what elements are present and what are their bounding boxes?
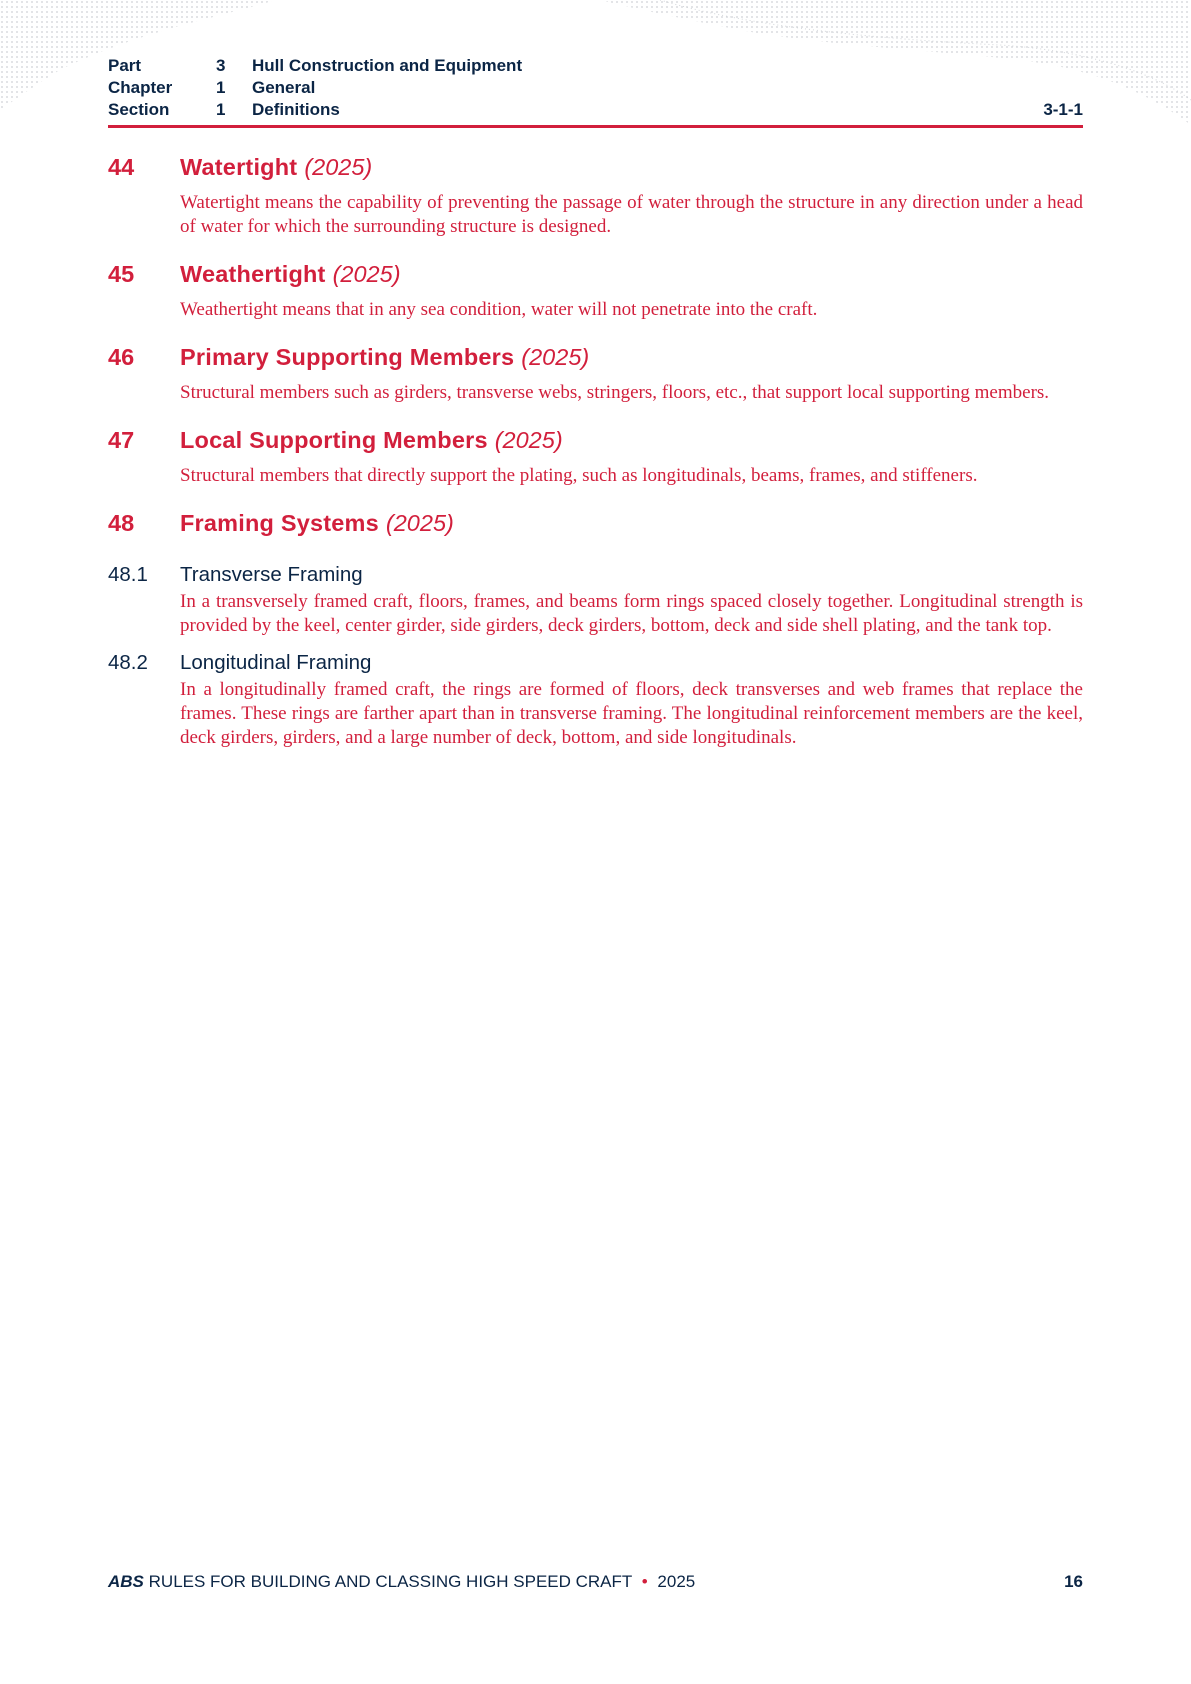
header-row-chapter: [108, 77, 1083, 99]
header-divider: [108, 125, 1083, 128]
footer-year: 2025: [657, 1572, 696, 1591]
section-year: (2025): [304, 154, 373, 180]
subsection-heading: [108, 650, 1083, 676]
section-code: 3-1-1: [1043, 100, 1083, 119]
header-number: 3: [216, 56, 226, 75]
section-number: 46: [108, 344, 135, 370]
section-title: Framing Systems: [180, 510, 379, 536]
subsection-number: 48.2: [108, 651, 148, 674]
section-title: Weathertight: [180, 261, 326, 287]
page-content: [108, 152, 1083, 770]
section-year: (2025): [521, 344, 590, 370]
subsection-48-1: [108, 562, 1083, 638]
footer-title: RULES FOR BUILDING AND CLASSING HIGH SPEED CRAFT: [148, 1572, 632, 1591]
running-header: [108, 55, 1083, 121]
section-47: [108, 425, 1083, 488]
section-heading: [108, 508, 1083, 538]
section-title: Local Supporting Members: [180, 427, 488, 453]
section-year: (2025): [332, 261, 401, 287]
section-heading: [108, 425, 1083, 455]
subsection-number: 48.1: [108, 563, 148, 586]
section-45: [108, 259, 1083, 322]
header-label: Section: [108, 100, 170, 119]
header-label: Part: [108, 56, 142, 75]
subsection-body: In a longitudinally framed craft, the rings are formed of floors, deck transverses and web frames that replace the frames. These rings are farther apart than in transverse framing. The longitudinal reinforcement members are the keel, deck girders, girders, and a large number of deck, bottom, and side longitudinals.: [180, 679, 1083, 748]
section-body: Watertight means the capability of preventing the passage of water through the structure in any direction under a head of water for which the surrounding structure is designed.: [180, 192, 1083, 237]
section-44: [108, 152, 1083, 239]
section-46: [108, 342, 1083, 405]
section-number: 47: [108, 427, 135, 453]
section-number: 48: [108, 510, 135, 536]
header-title: Hull Construction and Equipment: [252, 56, 523, 75]
subsection-title: Longitudinal Framing: [180, 651, 372, 674]
section-number: 45: [108, 261, 135, 287]
section-48: [108, 508, 1083, 750]
header-title: Definitions: [252, 100, 340, 119]
section-body: Structural members such as girders, transverse webs, stringers, floors, etc., that support local supporting members.: [180, 382, 1050, 403]
header-number: 1: [216, 100, 226, 119]
section-heading: [108, 342, 1083, 372]
section-heading: [108, 152, 1083, 182]
header-row-part: [108, 55, 1083, 77]
page-number: 16: [1064, 1572, 1083, 1591]
subsection-48-2: [108, 650, 1083, 750]
header-label: Chapter: [108, 78, 173, 97]
header-number: 1: [216, 78, 226, 97]
header-row-section: [108, 99, 1083, 121]
section-body: Weathertight means that in any sea condition, water will not penetrate into the craft.: [180, 299, 818, 320]
section-heading: [108, 259, 1083, 289]
subsection-title: Transverse Framing: [180, 563, 363, 586]
section-title: Primary Supporting Members: [180, 344, 515, 370]
footer-separator: •: [641, 1572, 648, 1591]
header-title: General: [252, 78, 316, 97]
subsection-heading: [108, 562, 1083, 588]
section-body: Structural members that directly support the plating, such as longitudinals, beams, frames, and stiffeners.: [180, 465, 978, 486]
section-title: Watertight: [180, 154, 298, 180]
section-number: 44: [108, 154, 135, 180]
section-year: (2025): [494, 427, 563, 453]
brand-logo-text: ABS: [108, 1572, 144, 1591]
section-year: (2025): [385, 510, 454, 536]
subsection-body: In a transversely framed craft, floors, frames, and beams form rings spaced closely together. Longitudinal strength is provided by the keel, center girder, side girders, deck girders, bottom, deck and side shell plating, and the tank top.: [180, 591, 1083, 636]
page-footer: [108, 1570, 1083, 1594]
